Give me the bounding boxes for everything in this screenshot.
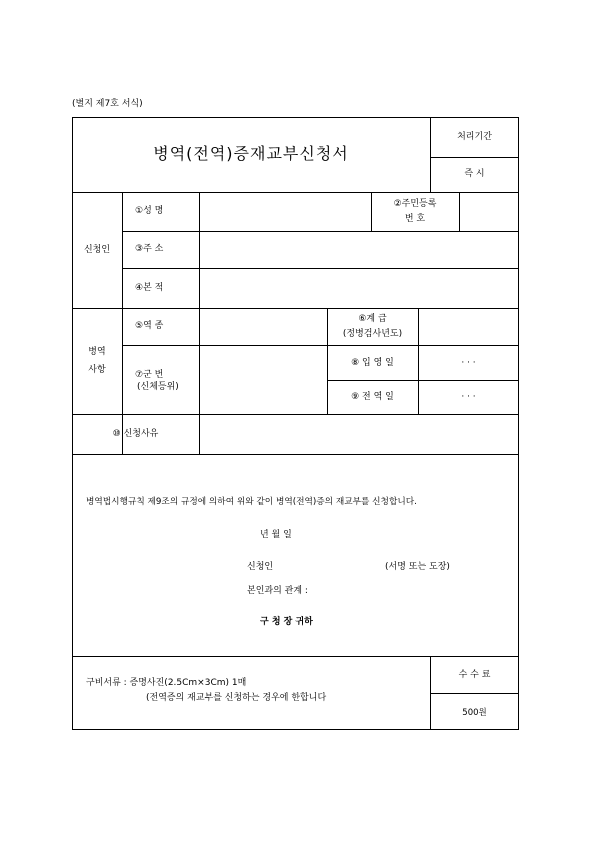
service-number-field[interactable] — [200, 346, 327, 414]
required-docs-line2: (전역증의 재교부를 신청하는 경우에 한합니다 — [146, 693, 327, 703]
military-section-label-2: 사항 — [88, 365, 106, 375]
table-rule — [430, 157, 519, 158]
table-rule — [518, 117, 519, 730]
table-rule — [327, 380, 519, 381]
service-type-label: ⑤역 종 — [135, 321, 164, 331]
service-number-label-line2: (신체등위) — [137, 382, 179, 392]
table-rule — [72, 729, 519, 730]
discharge-date-field[interactable]: · · · — [461, 392, 476, 402]
address-label: ③주 소 — [135, 244, 164, 254]
name-field[interactable] — [200, 193, 371, 231]
service-number-label-line1: ⑦군 번 — [135, 370, 164, 380]
table-rule — [430, 693, 519, 694]
processing-period-value: 즉 시 — [464, 169, 485, 179]
required-docs-line1: 구비서류 : 증명사진(2.5Cm×3Cm) 1매 — [86, 678, 247, 688]
rank-field[interactable] — [419, 309, 518, 345]
relation-label: 본인과의 관계 : — [247, 586, 308, 596]
rrn-field[interactable] — [460, 193, 518, 231]
fee-value: 500원 — [462, 708, 487, 718]
table-rule — [371, 192, 372, 231]
application-statement: 병역법시행규칙 제9조의 규정에 의하여 위와 같이 병역(전역)증의 재교부를 신청합니다. — [86, 497, 417, 507]
discharge-date-label: ⑨ 전 역 일 — [351, 392, 394, 402]
addressee: 구 청 장 귀하 — [260, 617, 313, 627]
signer-label: 신청인 — [247, 562, 274, 572]
reason-field[interactable] — [200, 415, 518, 454]
signature-label: (서명 또는 도장) — [385, 562, 450, 572]
applicant-section-label: 신청인 — [83, 245, 111, 255]
date-line: 년 월 일 — [260, 530, 292, 540]
enlist-date-label: ⑧ 입 영 일 — [351, 358, 394, 368]
domicile-field[interactable] — [200, 269, 518, 308]
rank-label-line2: (정병검사년도) — [342, 329, 403, 339]
military-section-label-1: 병역 — [88, 347, 106, 357]
table-rule — [72, 454, 519, 455]
reason-label: ⑩ 신청사유 — [112, 429, 159, 439]
table-rule — [72, 117, 73, 730]
fee-label: 수 수 료 — [458, 670, 491, 680]
form-number-label: (별지 제7호 서식) — [72, 99, 143, 109]
address-field[interactable] — [200, 232, 518, 268]
table-rule — [430, 117, 431, 192]
domicile-label: ④본 적 — [135, 283, 164, 293]
table-rule — [72, 656, 519, 657]
service-type-field[interactable] — [200, 309, 327, 345]
rrn-label-line1: ②주민등록 — [393, 199, 437, 209]
rank-label-line1: ⑥계 급 — [358, 314, 387, 324]
processing-period-label: 처리기간 — [457, 132, 492, 142]
form-title: 병역(전역)증재교부신청서 — [153, 144, 349, 163]
enlist-date-field[interactable]: · · · — [461, 358, 476, 368]
name-label: ①성 명 — [135, 206, 164, 216]
rrn-label-line2: 번 호 — [404, 214, 426, 224]
table-rule — [72, 117, 519, 118]
